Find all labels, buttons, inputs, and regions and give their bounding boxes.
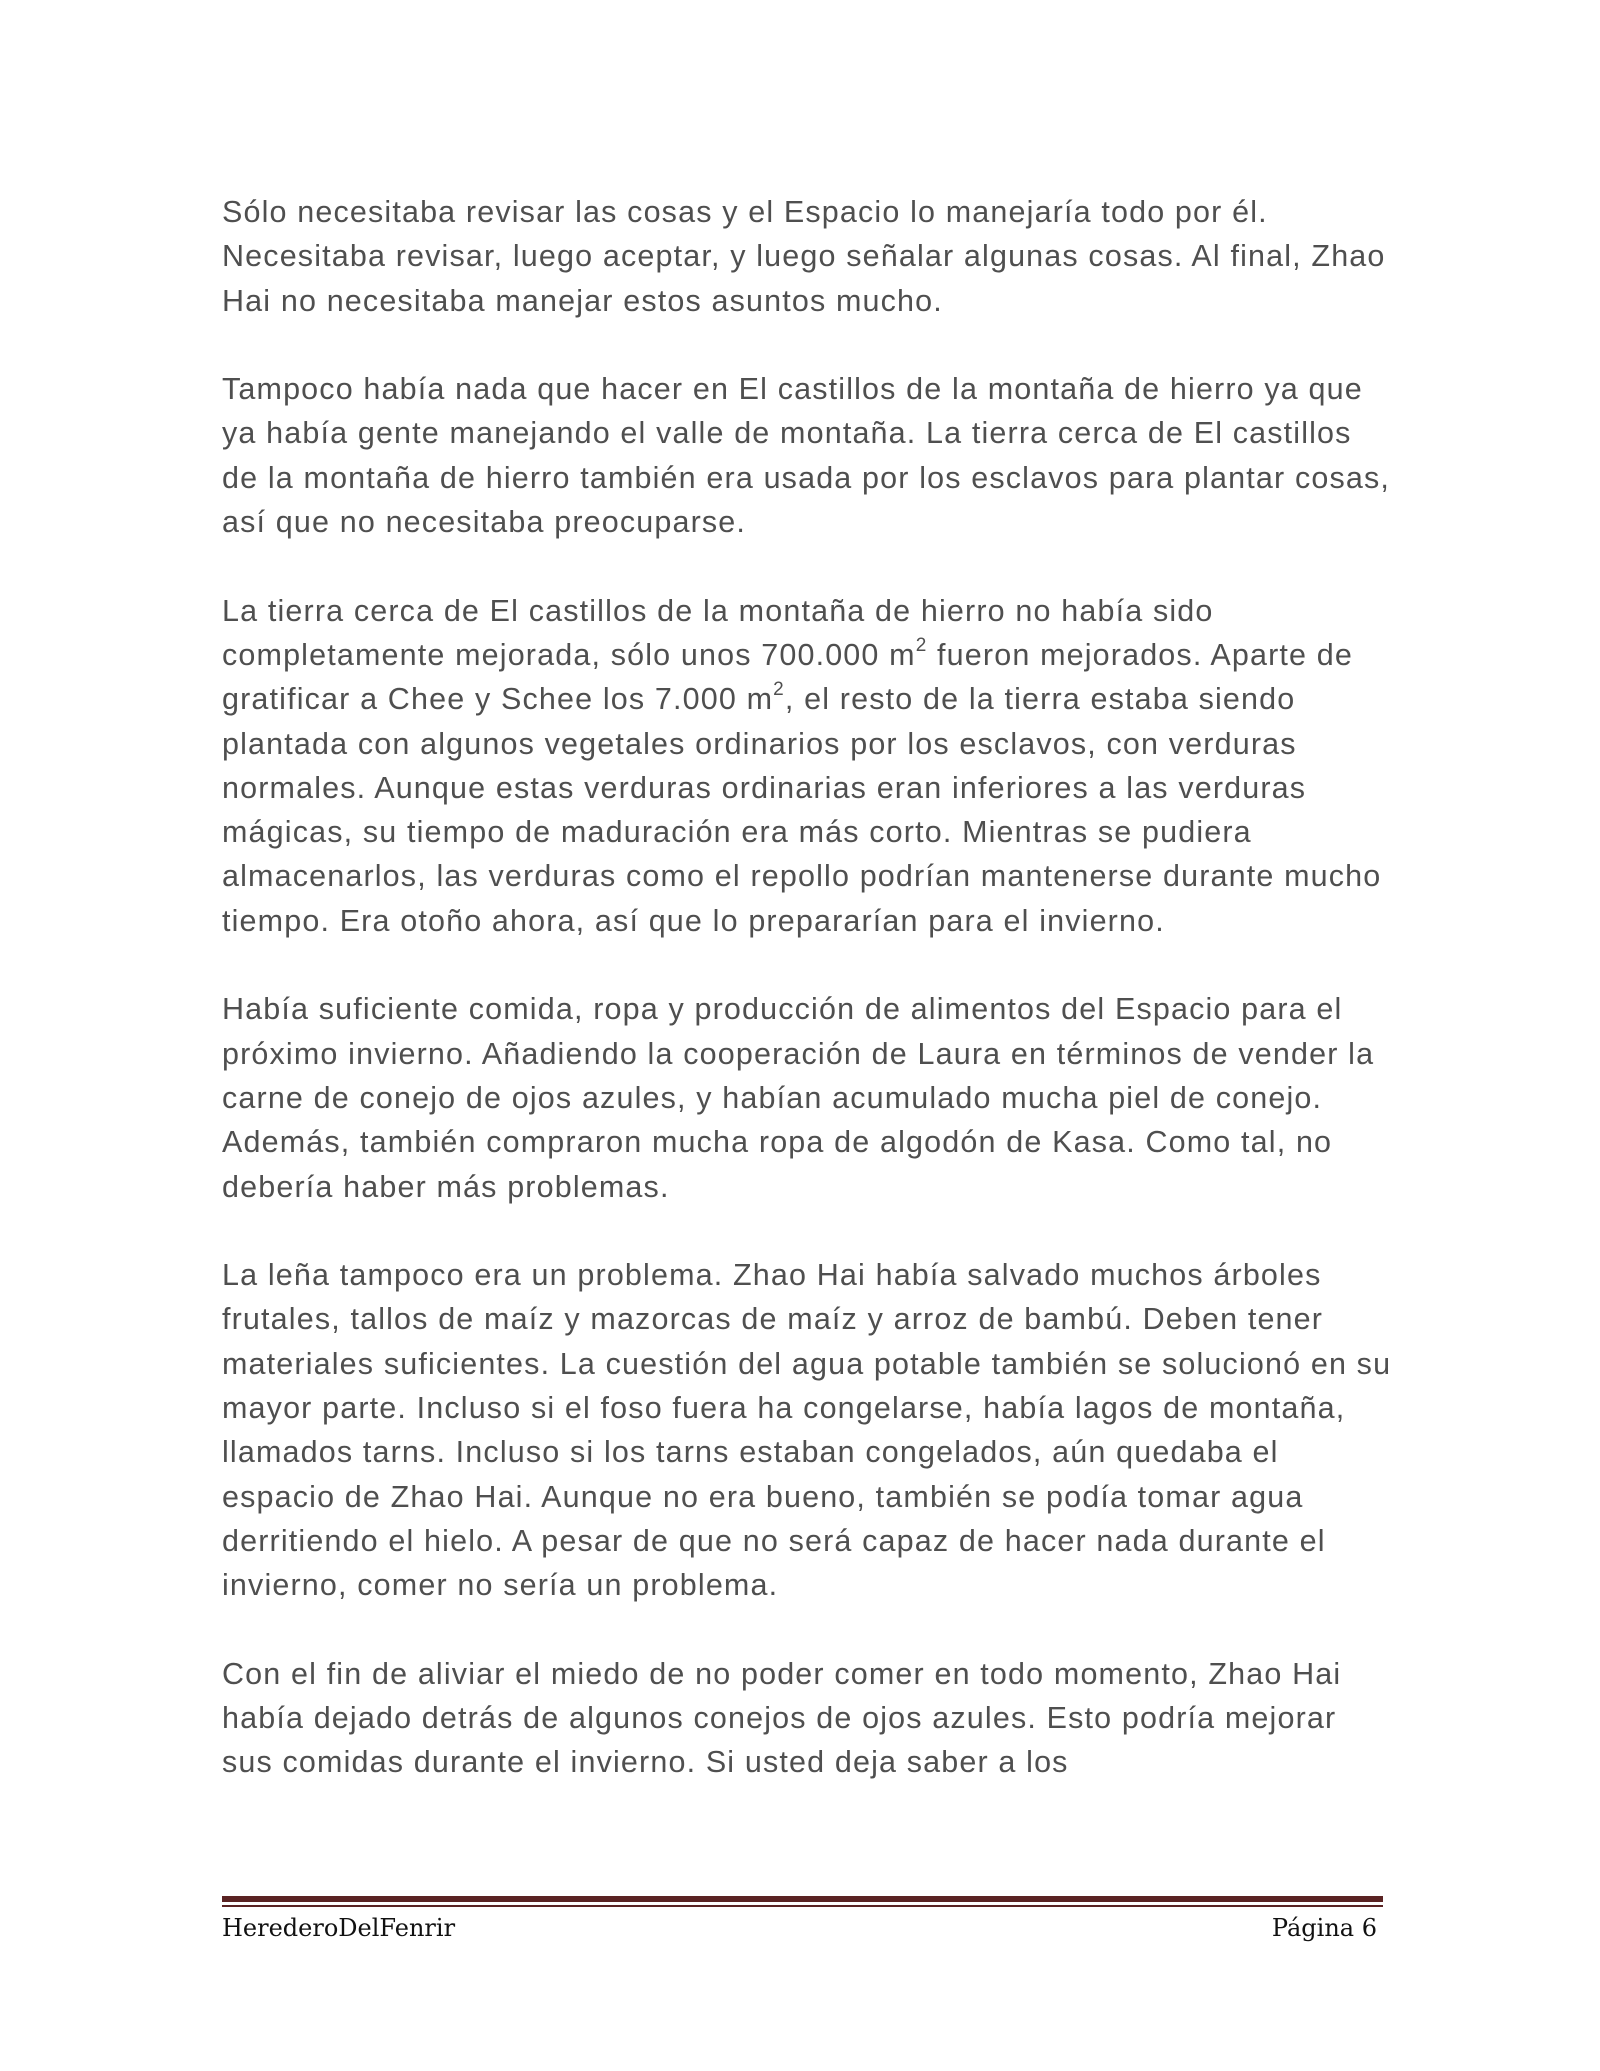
footer-divider-thick xyxy=(222,1896,1383,1902)
paragraph-3 xyxy=(222,589,1392,943)
paragraph-3-part-3: , el resto de la tierra estaba siendo plantada con algunos vegetales ordinarios por los esclavos, con verduras normales. Aunque estas verduras ordinarias eran inferiores a las verduras mágicas, su tiempo de maduración era más corto. Mientras se pudiera almacenarlos, las verduras como el repollo podrían mantenerse durante mucho tiempo. Era otoño ahora, así que lo prepararían para el invierno. xyxy=(222,682,1382,938)
paragraph-4: Había suficiente comida, ropa y producción de alimentos del Espacio para el próximo invierno. Añadiendo la cooperación de Laura en términos de vender la carne de conejo de ojos azules, y habían acumulado mucha piel de conejo. Además, también compraron mucha ropa de algodón de Kasa. Como tal, no debería haber más problemas. xyxy=(222,992,1375,1204)
page-footer xyxy=(222,1908,1383,1948)
footer-divider-thin xyxy=(222,1905,1383,1907)
superscript-squared: 2 xyxy=(915,634,928,656)
paragraph-6: Con el fin de aliviar el miedo de no poder comer en todo momento, Zhao Hai había dejado detrás de algunos conejos de ojos azules. Esto podría mejorar sus comidas durante el invierno. Si usted deja saber a los xyxy=(222,1656,1342,1780)
footer-page-number: Página 6 xyxy=(1271,1914,1377,1942)
body-text xyxy=(222,190,1392,1785)
footer-author: HerederoDelFenrir xyxy=(222,1914,456,1942)
paragraph-3-part-1: La tierra cerca de El castillos de la montaña de hierro no había sido completamente mejorada, sólo unos 700.000 m xyxy=(222,593,1214,672)
paragraph-1: Sólo necesitaba revisar las cosas y el Espacio lo manejaría todo por él. Necesitaba revisar, luego aceptar, y luego señalar algunas cosas. Al final, Zhao Hai no necesitaba manejar estos asuntos mucho. xyxy=(222,195,1386,318)
superscript-squared: 2 xyxy=(773,679,785,701)
paragraph-3-part-2: fueron mejorados. Aparte de gratificar a Chee y Schee los 7.000 m xyxy=(222,637,1353,717)
paragraph-2: Tampoco había nada que hacer en El castillos de la montaña de hierro ya que ya había gente manejando el valle de montaña. La tierra cerca de El castillos de la montaña de hierro también era usada por los esclavos para plantar cosas, así que no necesitaba preocuparse. xyxy=(222,372,1390,540)
paragraph-5: La leña tampoco era un problema. Zhao Hai había salvado muchos árboles frutales, tallos de maíz y mazorcas de maíz y arroz de bambú. Deben tener materiales suficientes. La cuestión del agua potable también se solucionó en su mayor parte. Incluso si el foso fuera ha congelarse, había lagos de montaña, llamados tarns. Incluso si los tarns estaban congelados, aún quedaba el espacio de Zhao Hai. Aunque no era bueno, también se podía tomar agua derritiendo el hielo. A pesar de que no será capaz de hacer nada durante el invierno, comer no sería un problema. xyxy=(222,1258,1392,1603)
